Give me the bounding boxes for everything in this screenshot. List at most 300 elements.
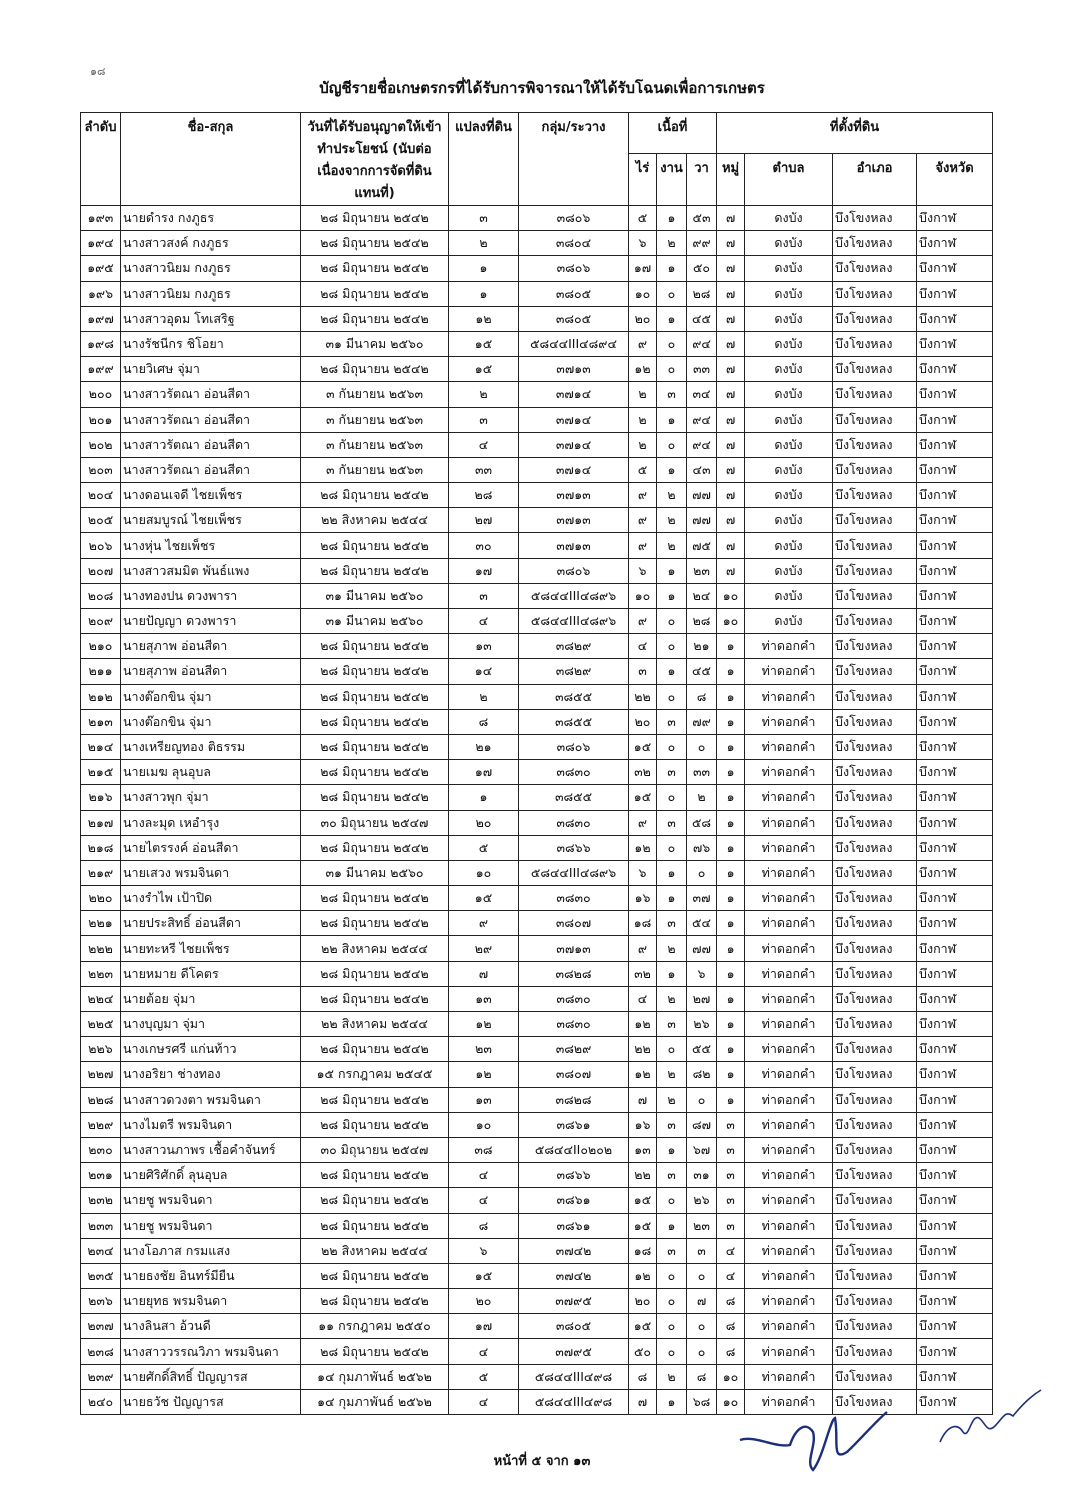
cell-name: นางต๊อกขิน จุ่มา — [121, 684, 301, 709]
cell-date: ๓๐ มิถุนายน ๒๕๔๗ — [301, 1137, 449, 1162]
table-row — [81, 1213, 993, 1238]
cell-amphoe: บึงโขงหลง — [833, 1289, 917, 1314]
cell-date: ๒๘ มิถุนายน ๒๕๔๒ — [301, 734, 449, 759]
table-row — [81, 432, 993, 457]
cell-moo: ๓ — [717, 1112, 745, 1137]
cell-plot: ๑๓ — [449, 634, 519, 659]
cell-date: ๑๔ กุมภาพันธ์ ๒๕๖๒ — [301, 1364, 449, 1389]
cell-wa: ๒๖ — [687, 1012, 717, 1037]
cell-province: บึงกาฬ — [917, 936, 993, 961]
cell-ngan: ๐ — [657, 835, 687, 860]
cell-tambon: ท่าดอกคำ — [745, 684, 833, 709]
cell-name: นางสาวนิยม กงภูธร — [121, 256, 301, 281]
cell-name: นางสาวอุดม โทเสริฐ — [121, 306, 301, 331]
cell-plot: ๔ — [449, 1389, 519, 1414]
cell-wa: ๒๓ — [687, 1213, 717, 1238]
cell-province: บึงกาฬ — [917, 1012, 993, 1037]
cell-no: ๒๑๘ — [81, 835, 121, 860]
cell-date: ๒๘ มิถุนายน ๒๕๔๒ — [301, 709, 449, 734]
col-header-date: วันที่ได้รับอนุญาตให้เข้าทำประโยชน์ (นับต่อเนื่องจากการจัดที่ดินแทนที่) — [301, 113, 449, 206]
cell-rai: ๗ — [629, 1087, 657, 1112]
cell-plot: ๑๐ — [449, 860, 519, 885]
table-row — [81, 1112, 993, 1137]
cell-rai: ๙ — [629, 483, 657, 508]
cell-name: นางทองปน ดวงพารา — [121, 583, 301, 608]
cell-amphoe: บึงโขงหลง — [833, 835, 917, 860]
table-row — [81, 457, 993, 482]
cell-amphoe: บึงโขงหลง — [833, 483, 917, 508]
cell-group: ๕๘๔๔III๔๘๙๖ — [519, 609, 629, 634]
cell-ngan: ๑ — [657, 961, 687, 986]
cell-ngan: ๐ — [657, 1263, 687, 1288]
table-row — [81, 1137, 993, 1162]
cell-wa: ๘ — [687, 684, 717, 709]
cell-moo: ๗ — [717, 533, 745, 558]
cell-province: บึงกาฬ — [917, 1364, 993, 1389]
cell-date: ๒๘ มิถุนายน ๒๕๔๒ — [301, 231, 449, 256]
cell-ngan: ๐ — [657, 785, 687, 810]
cell-plot: ๒๙ — [449, 936, 519, 961]
cell-wa: ๓ — [687, 1238, 717, 1263]
cell-amphoe: บึงโขงหลง — [833, 760, 917, 785]
cell-tambon: ท่าดอกคำ — [745, 1238, 833, 1263]
cell-wa: ๙๔ — [687, 407, 717, 432]
cell-name: นายยุทธ พรมจินดา — [121, 1289, 301, 1314]
cell-name: นางสาวรัตณา อ่อนสีดา — [121, 457, 301, 482]
cell-name: นายไตรรงค์ อ่อนสีดา — [121, 835, 301, 860]
col-header-location: ที่ตั้งที่ดิน — [717, 113, 993, 154]
cell-tambon: ท่าดอกคำ — [745, 634, 833, 659]
cell-plot: ๒ — [449, 684, 519, 709]
cell-date: ๑๑ กรกฎาคม ๒๕๕๐ — [301, 1314, 449, 1339]
cell-group: ๓๗๑๓ — [519, 533, 629, 558]
cell-plot: ๒๗ — [449, 508, 519, 533]
cell-group: ๓๗๑๔ — [519, 382, 629, 407]
table-row — [81, 558, 993, 583]
cell-rai: ๖ — [629, 860, 657, 885]
col-header-plot: แปลงที่ดิน — [449, 113, 519, 206]
cell-group: ๓๗๑๓ — [519, 357, 629, 382]
cell-date: ๓๐ มิถุนายน ๒๕๔๗ — [301, 810, 449, 835]
cell-province: บึงกาฬ — [917, 558, 993, 583]
cell-name: นายชู พรมจินดา — [121, 1188, 301, 1213]
cell-group: ๓๗๑๓ — [519, 936, 629, 961]
cell-amphoe: บึงโขงหลง — [833, 734, 917, 759]
cell-ngan: ๓ — [657, 911, 687, 936]
cell-plot: ๒ — [449, 231, 519, 256]
cell-plot: ๓๓ — [449, 457, 519, 482]
table-row — [81, 785, 993, 810]
cell-province: บึงกาฬ — [917, 810, 993, 835]
cell-wa: ๗๙ — [687, 709, 717, 734]
table-row — [81, 357, 993, 382]
cell-amphoe: บึงโขงหลง — [833, 785, 917, 810]
cell-plot: ๒๑ — [449, 734, 519, 759]
cell-amphoe: บึงโขงหลง — [833, 206, 917, 231]
cell-ngan: ๑ — [657, 1213, 687, 1238]
cell-tambon: ดงบัง — [745, 331, 833, 356]
cell-amphoe: บึงโขงหลง — [833, 1213, 917, 1238]
col-header-wa: วา — [687, 154, 717, 206]
cell-ngan: ๐ — [657, 281, 687, 306]
cell-group: ๕๘๔๔III๔๘๙๔ — [519, 331, 629, 356]
cell-ngan: ๒ — [657, 231, 687, 256]
cell-rai: ๙ — [629, 508, 657, 533]
cell-plot: ๒ — [449, 382, 519, 407]
cell-wa: ๔๕ — [687, 659, 717, 684]
cell-ngan: ๑ — [657, 886, 687, 911]
cell-amphoe: บึงโขงหลง — [833, 860, 917, 885]
cell-wa: ๗๗ — [687, 508, 717, 533]
cell-group: ๓๗๑๔ — [519, 432, 629, 457]
cell-tambon: ท่าดอกคำ — [745, 860, 833, 885]
cell-tambon: ดงบัง — [745, 609, 833, 634]
cell-plot: ๑ — [449, 785, 519, 810]
cell-no: ๒๐๔ — [81, 483, 121, 508]
cell-moo: ๗ — [717, 407, 745, 432]
table-row — [81, 1238, 993, 1263]
cell-ngan: ๐ — [657, 432, 687, 457]
cell-tambon: ท่าดอกคำ — [745, 785, 833, 810]
cell-group: ๓๘๐๕ — [519, 281, 629, 306]
cell-date: ๒๘ มิถุนายน ๒๕๔๒ — [301, 533, 449, 558]
cell-rai: ๔ — [629, 634, 657, 659]
cell-ngan: ๓ — [657, 1163, 687, 1188]
cell-rai: ๓ — [629, 659, 657, 684]
table-row — [81, 810, 993, 835]
cell-province: บึงกาฬ — [917, 785, 993, 810]
cell-moo: ๑ — [717, 684, 745, 709]
cell-name: นางสาวดวงตา พรมจินดา — [121, 1087, 301, 1112]
cell-moo: ๗ — [717, 281, 745, 306]
cell-group: ๕๘๔๔II๐๒๐๒ — [519, 1137, 629, 1162]
cell-amphoe: บึงโขงหลง — [833, 634, 917, 659]
cell-rai: ๘ — [629, 1364, 657, 1389]
cell-province: บึงกาฬ — [917, 306, 993, 331]
cell-rai: ๓๒ — [629, 961, 657, 986]
cell-group: ๓๘๓๐ — [519, 810, 629, 835]
cell-rai: ๙ — [629, 533, 657, 558]
cell-wa: ๕๔ — [687, 911, 717, 936]
cell-no: ๑๙๗ — [81, 306, 121, 331]
cell-province: บึงกาฬ — [917, 583, 993, 608]
cell-plot: ๑๒ — [449, 1062, 519, 1087]
cell-plot: ๓๘ — [449, 1137, 519, 1162]
cell-name: นางโอภาส กรมแสง — [121, 1238, 301, 1263]
cell-wa: ๘๒ — [687, 1062, 717, 1087]
cell-rai: ๑๘ — [629, 1238, 657, 1263]
cell-plot: ๑๕ — [449, 357, 519, 382]
cell-name: นางรัชนีกร ชิโอยา — [121, 331, 301, 356]
cell-name: นางสาววรรณวิภา พรมจินดา — [121, 1339, 301, 1364]
cell-date: ๒๘ มิถุนายน ๒๕๔๒ — [301, 911, 449, 936]
table-row — [81, 206, 993, 231]
cell-no: ๒๓๙ — [81, 1364, 121, 1389]
cell-wa: ๒๘ — [687, 609, 717, 634]
cell-group: ๓๘๕๕ — [519, 785, 629, 810]
cell-tambon: ท่าดอกคำ — [745, 1314, 833, 1339]
cell-tambon: ท่าดอกคำ — [745, 835, 833, 860]
cell-amphoe: บึงโขงหลง — [833, 1087, 917, 1112]
table-row — [81, 1163, 993, 1188]
cell-wa: ๓๔ — [687, 382, 717, 407]
cell-rai: ๒ — [629, 407, 657, 432]
cell-name: นายสุภาพ อ่อนสีดา — [121, 659, 301, 684]
cell-wa: ๖๘ — [687, 1389, 717, 1414]
cell-amphoe: บึงโขงหลง — [833, 886, 917, 911]
table-row — [81, 684, 993, 709]
cell-date: ๓๑ มีนาคม ๒๕๖๐ — [301, 860, 449, 885]
cell-province: บึงกาฬ — [917, 760, 993, 785]
cell-no: ๒๒๗ — [81, 1062, 121, 1087]
page-corner-number: ๑๘ — [90, 65, 106, 78]
cell-group: ๓๘๐๗ — [519, 911, 629, 936]
cell-wa: ๗๗ — [687, 483, 717, 508]
cell-amphoe: บึงโขงหลง — [833, 281, 917, 306]
cell-date: ๒๒ สิงหาคม ๒๕๔๔ — [301, 936, 449, 961]
cell-group: ๓๘๖๑ — [519, 1188, 629, 1213]
cell-no: ๒๐๘ — [81, 583, 121, 608]
table-row — [81, 835, 993, 860]
cell-moo: ๑ — [717, 1012, 745, 1037]
table-row — [81, 634, 993, 659]
cell-province: บึงกาฬ — [917, 508, 993, 533]
cell-moo: ๑ — [717, 1037, 745, 1062]
cell-amphoe: บึงโขงหลง — [833, 382, 917, 407]
cell-plot: ๑๗ — [449, 558, 519, 583]
col-header-name: ชื่อ-สกุล — [121, 113, 301, 206]
cell-group: ๓๘๒๘ — [519, 961, 629, 986]
cell-rai: ๕ — [629, 457, 657, 482]
cell-name: นางหุ่น ไชยเพ็ชร — [121, 533, 301, 558]
cell-no: ๒๒๓ — [81, 961, 121, 986]
cell-date: ๒๘ มิถุนายน ๒๕๔๒ — [301, 835, 449, 860]
cell-group: ๓๘๖๖ — [519, 1163, 629, 1188]
cell-rai: ๒๐ — [629, 709, 657, 734]
cell-rai: ๑๕ — [629, 785, 657, 810]
cell-ngan: ๑ — [657, 860, 687, 885]
cell-moo: ๑ — [717, 961, 745, 986]
cell-date: ๒๘ มิถุนายน ๒๕๔๒ — [301, 483, 449, 508]
cell-plot: ๒๐ — [449, 810, 519, 835]
cell-plot: ๔ — [449, 1188, 519, 1213]
table-row — [81, 483, 993, 508]
cell-wa: ๙๙ — [687, 231, 717, 256]
cell-no: ๒๑๔ — [81, 734, 121, 759]
cell-date: ๑๕ กรกฎาคม ๒๕๔๕ — [301, 1062, 449, 1087]
cell-tambon: ท่าดอกคำ — [745, 1037, 833, 1062]
cell-ngan: ๒ — [657, 1364, 687, 1389]
col-header-moo: หมู่ — [717, 154, 745, 206]
cell-date: ๒๘ มิถุนายน ๒๕๔๒ — [301, 961, 449, 986]
cell-moo: ๗ — [717, 432, 745, 457]
cell-group: ๓๗๙๕ — [519, 1289, 629, 1314]
col-header-ngan: งาน — [657, 154, 687, 206]
cell-plot: ๑๐ — [449, 1112, 519, 1137]
cell-group: ๕๘๔๔III๔๘๙๖ — [519, 583, 629, 608]
cell-rai: ๑๕ — [629, 1314, 657, 1339]
cell-group: ๓๘๒๙ — [519, 1037, 629, 1062]
cell-date: ๒๘ มิถุนายน ๒๕๔๒ — [301, 1087, 449, 1112]
cell-wa: ๙๔ — [687, 331, 717, 356]
table-row — [81, 382, 993, 407]
cell-ngan: ๐ — [657, 1289, 687, 1314]
page-footer: หน้าที่ ๕ จาก ๑๓ — [493, 1454, 591, 1469]
cell-name: นายหมาย ดีโคตร — [121, 961, 301, 986]
cell-name: นางละมุด เหอำรุง — [121, 810, 301, 835]
cell-wa: ๐ — [687, 1263, 717, 1288]
cell-tambon: ท่าดอกคำ — [745, 911, 833, 936]
cell-tambon: ท่าดอกคำ — [745, 1137, 833, 1162]
cell-no: ๒๑๓ — [81, 709, 121, 734]
cell-amphoe: บึงโขงหลง — [833, 810, 917, 835]
cell-name: นางสาวนิยม กงภูธร — [121, 281, 301, 306]
cell-province: บึงกาฬ — [917, 432, 993, 457]
table-row — [81, 331, 993, 356]
cell-tambon: ดงบัง — [745, 508, 833, 533]
cell-province: บึงกาฬ — [917, 835, 993, 860]
cell-moo: ๘ — [717, 1339, 745, 1364]
cell-date: ๓๑ มีนาคม ๒๕๖๐ — [301, 331, 449, 356]
cell-province: บึงกาฬ — [917, 1163, 993, 1188]
cell-plot: ๕ — [449, 1364, 519, 1389]
cell-no: ๒๒๕ — [81, 1012, 121, 1037]
cell-province: บึงกาฬ — [917, 457, 993, 482]
cell-no: ๒๐๑ — [81, 407, 121, 432]
cell-amphoe: บึงโขงหลง — [833, 1364, 917, 1389]
cell-plot: ๘ — [449, 1213, 519, 1238]
cell-name: นางลินสา อ้วนดี — [121, 1314, 301, 1339]
cell-tambon: ดงบัง — [745, 432, 833, 457]
cell-plot: ๑๕ — [449, 886, 519, 911]
cell-wa: ๖ — [687, 961, 717, 986]
cell-rai: ๒ — [629, 382, 657, 407]
cell-date: ๒๘ มิถุนายน ๒๕๔๒ — [301, 1339, 449, 1364]
cell-province: บึงกาฬ — [917, 709, 993, 734]
cell-wa: ๒๔ — [687, 583, 717, 608]
cell-rai: ๒๐ — [629, 306, 657, 331]
cell-ngan: ๑ — [657, 583, 687, 608]
table-row — [81, 1364, 993, 1389]
cell-province: บึงกาฬ — [917, 331, 993, 356]
cell-no: ๒๒๒ — [81, 936, 121, 961]
cell-name: นางสาวรัตณา อ่อนสีดา — [121, 382, 301, 407]
cell-name: นายทะหรี ไชยเพ็ชร — [121, 936, 301, 961]
cell-name: นางสาวสมมิต พันธ์แพง — [121, 558, 301, 583]
cell-date: ๒๘ มิถุนายน ๒๕๔๒ — [301, 886, 449, 911]
cell-ngan: ๑ — [657, 1389, 687, 1414]
cell-amphoe: บึงโขงหลง — [833, 961, 917, 986]
cell-province: บึงกาฬ — [917, 734, 993, 759]
col-header-area: เนื้อที่ — [629, 113, 717, 154]
cell-no: ๒๓๗ — [81, 1314, 121, 1339]
cell-date: ๒๘ มิถุนายน ๒๕๔๒ — [301, 760, 449, 785]
cell-amphoe: บึงโขงหลง — [833, 306, 917, 331]
cell-date: ๒๘ มิถุนายน ๒๕๔๒ — [301, 357, 449, 382]
cell-plot: ๓ — [449, 407, 519, 432]
cell-name: นายศักดิ์สิทธิ์ ปัญญารส — [121, 1364, 301, 1389]
cell-rai: ๑๒ — [629, 1263, 657, 1288]
cell-plot: ๖ — [449, 1238, 519, 1263]
cell-tambon: ท่าดอกคำ — [745, 1012, 833, 1037]
cell-ngan: ๐ — [657, 684, 687, 709]
table-row — [81, 936, 993, 961]
cell-tambon: ท่าดอกคำ — [745, 1188, 833, 1213]
cell-province: บึงกาฬ — [917, 382, 993, 407]
table-row — [81, 1314, 993, 1339]
cell-group: ๓๘๓๐ — [519, 886, 629, 911]
cell-name: นางบุญมา จุ่มา — [121, 1012, 301, 1037]
cell-plot: ๑๗ — [449, 760, 519, 785]
cell-group: ๓๗๑๔ — [519, 407, 629, 432]
cell-moo: ๑๐ — [717, 583, 745, 608]
cell-group: ๓๘๓๐ — [519, 760, 629, 785]
table-row — [81, 583, 993, 608]
cell-name: นายดำรง กงภูธร — [121, 206, 301, 231]
cell-province: บึงกาฬ — [917, 1289, 993, 1314]
cell-moo: ๑๐ — [717, 1389, 745, 1414]
cell-ngan: ๐ — [657, 609, 687, 634]
cell-no: ๒๑๐ — [81, 634, 121, 659]
cell-rai: ๙ — [629, 331, 657, 356]
table-row — [81, 256, 993, 281]
cell-wa: ๕๓ — [687, 206, 717, 231]
cell-province: บึงกาฬ — [917, 659, 993, 684]
cell-wa: ๓๓ — [687, 760, 717, 785]
cell-tambon: ท่าดอกคำ — [745, 709, 833, 734]
cell-no: ๒๓๔ — [81, 1238, 121, 1263]
cell-province: บึงกาฬ — [917, 986, 993, 1011]
cell-no: ๒๑๖ — [81, 785, 121, 810]
cell-province: บึงกาฬ — [917, 533, 993, 558]
cell-amphoe: บึงโขงหลง — [833, 1238, 917, 1263]
cell-tambon: ท่าดอกคำ — [745, 659, 833, 684]
cell-group: ๓๘๐๖ — [519, 558, 629, 583]
cell-moo: ๘ — [717, 1289, 745, 1314]
cell-rai: ๑๐ — [629, 281, 657, 306]
cell-group: ๓๗๔๒ — [519, 1238, 629, 1263]
cell-date: ๒๘ มิถุนายน ๒๕๔๒ — [301, 306, 449, 331]
cell-amphoe: บึงโขงหลง — [833, 1062, 917, 1087]
cell-moo: ๗ — [717, 483, 745, 508]
cell-plot: ๔ — [449, 432, 519, 457]
cell-no: ๒๓๒ — [81, 1188, 121, 1213]
cell-date: ๒๘ มิถุนายน ๒๕๔๒ — [301, 634, 449, 659]
cell-tambon: ท่าดอกคำ — [745, 961, 833, 986]
cell-no: ๒๐๗ — [81, 558, 121, 583]
cell-plot: ๓๐ — [449, 533, 519, 558]
cell-no: ๒๓๐ — [81, 1137, 121, 1162]
cell-province: บึงกาฬ — [917, 1087, 993, 1112]
cell-name: นายปัญญา ดวงพารา — [121, 609, 301, 634]
cell-ngan: ๐ — [657, 357, 687, 382]
cell-moo: ๑ — [717, 659, 745, 684]
cell-province: บึงกาฬ — [917, 281, 993, 306]
cell-rai: ๒ — [629, 432, 657, 457]
cell-amphoe: บึงโขงหลง — [833, 709, 917, 734]
cell-tambon: ดงบัง — [745, 357, 833, 382]
cell-plot: ๓ — [449, 583, 519, 608]
cell-group: ๓๘๐๖ — [519, 734, 629, 759]
cell-province: บึงกาฬ — [917, 1389, 993, 1414]
cell-ngan: ๓ — [657, 760, 687, 785]
cell-name: นายสุภาพ อ่อนสีดา — [121, 634, 301, 659]
cell-name: นางต๊อกขิน จุ่มา — [121, 709, 301, 734]
cell-amphoe: บึงโขงหลง — [833, 1314, 917, 1339]
cell-moo: ๑ — [717, 986, 745, 1011]
cell-wa: ๒๓ — [687, 558, 717, 583]
cell-plot: ๘ — [449, 709, 519, 734]
